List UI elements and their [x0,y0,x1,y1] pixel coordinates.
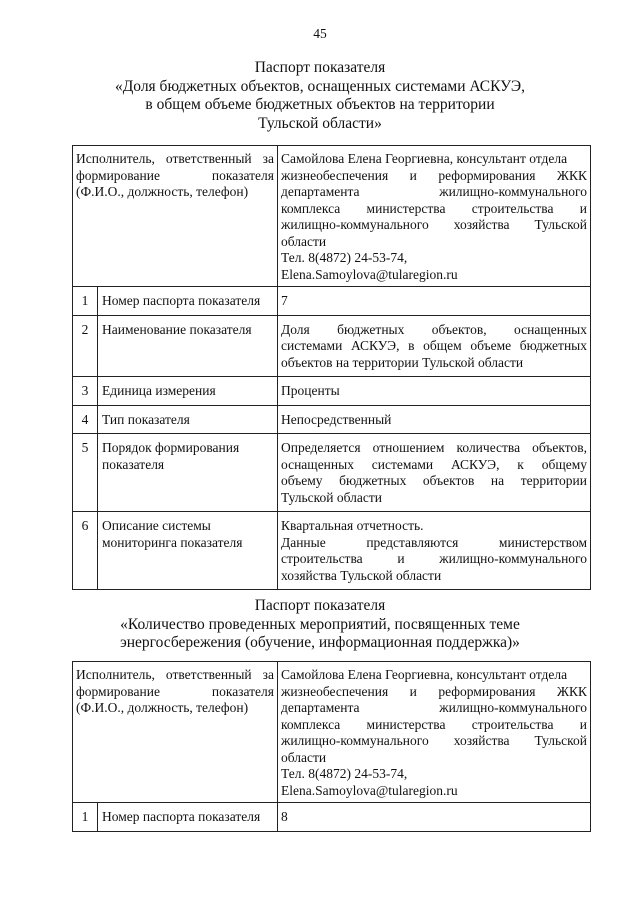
passport2-table [72,661,591,832]
row-value-cell [278,377,591,406]
row-number: 3 [73,377,98,405]
row-value-cell [278,315,591,377]
text-line: Порядок формирования [102,440,240,455]
text-line: (Ф.И.О., должность, телефон) [76,184,249,199]
text-line: мониторинга показателя [102,534,243,550]
row-label-cell [73,377,278,406]
text-line: Самойлова Елена Георгиевна, консультант отдела [281,667,568,682]
text-line: объектов на территории Тульской области [281,354,524,370]
executor-label-cell [73,146,278,287]
executor-value-cell [278,146,591,287]
table-row [73,434,591,512]
row-label [98,803,263,831]
text-line: комплекса министерства строительства и [281,200,587,216]
text-line: Тел. 8(4872) 24-53-74, [281,250,408,265]
text-line: объему бюджетных объектов на территории [281,473,587,488]
heading-line: «Доля бюджетных объектов, оснащенных системами АСКУЭ, [114,77,526,95]
row-label-cell [73,287,278,316]
passport2-heading [60,597,580,653]
row-value-cell [278,287,591,316]
text-line: Тульской области [281,489,382,505]
text-line: Номер паспорта показателя [102,809,261,824]
text-line: Elena.Samoylova@tularegion.ru [281,266,458,282]
text-line: жилищно-коммунального хозяйства Тульской [281,733,587,748]
text-line: Проценты [281,383,340,398]
text-line: комплекса министерства строительства и [281,716,587,732]
text-line: области [281,233,327,249]
text-line: Тел. 8(4872) 24-53-74, [281,766,408,781]
executor-label-cell [73,662,278,803]
passport1-heading [60,59,580,133]
table-row [73,315,591,377]
table-row [73,803,591,832]
text-line: жилищно-коммунального хозяйства Тульской [281,217,587,232]
row-label [98,377,219,405]
table-row [73,377,591,406]
row-label-cell [73,434,278,512]
table-row [73,512,591,590]
text-line: Наименование показателя [102,321,252,337]
text-line: Данные представляются министерством [281,534,587,550]
row-label-cell [73,315,278,377]
text-line: Описание системы [102,518,211,533]
table-row [73,287,591,316]
row-number: 5 [73,434,98,511]
row-label-cell [73,512,278,590]
row-number: 2 [73,316,98,377]
row-value-cell [278,512,591,590]
heading-line: «Количество проведенных мероприятий, посвященных теме [120,615,520,633]
row-label [98,434,242,511]
row-label-cell [73,405,278,434]
heading-line: Паспорт показателя [254,59,386,76]
text-line: Самойлова Елена Георгиевна, консультант отдела [281,151,568,166]
heading-line: Паспорт показателя [254,597,386,614]
heading-line: энергосбережения (обучение, информационная поддержка)» [120,634,520,651]
text-line: (Ф.И.О., должность, телефон) [76,700,249,715]
row-value-cell [278,434,591,512]
text-line: 8 [281,809,288,824]
heading-line: в общем объеме бюджетных объектов на территории [145,96,495,113]
text-line: оснащенных системами АСКУЭ, к общему [281,456,587,472]
text-line: строительства и жилищно-коммунального [281,551,587,566]
text-line: Доля бюджетных объектов, оснащенных [281,321,587,337]
executor-value-cell [278,662,591,803]
text-line: Тип показателя [102,411,190,427]
text-line: области [281,749,327,765]
row-label-cell [73,803,278,832]
executor-row [73,146,591,287]
table-row [73,405,591,434]
executor-row [73,662,591,803]
text-line: Единица измерения [102,383,216,398]
row-number: 4 [73,406,98,434]
text-line: Номер паспорта показателя [102,293,261,308]
text-line: Elena.Samoylova@tularegion.ru [281,782,458,798]
text-line: жизнеобеспечения и реформирования ЖКК [281,167,587,183]
row-value-cell [278,803,591,832]
text-line: показателя [102,456,165,472]
text-line: жизнеобеспечения и реформирования ЖКК [281,683,587,699]
text-line: хозяйства Тульской области [281,567,442,583]
passport1-table [72,145,591,590]
row-number: 1 [73,287,98,315]
text-line: формирование показателя [76,167,274,183]
row-value-cell [278,405,591,434]
text-line: 7 [281,293,288,308]
text-line: департамента жилищно-коммунального [281,184,587,199]
text-line: Определяется отношением количества объектов, [281,440,587,455]
row-label [98,512,245,589]
row-number: 6 [73,512,98,589]
text-line: Квартальная отчетность. [281,518,424,533]
heading-line: Тульской области» [258,114,382,132]
text-line: департамента жилищно-коммунального [281,700,587,715]
row-number: 1 [73,803,98,831]
text-line: Непосредственный [281,411,392,427]
text-line: Исполнитель, ответственный за [76,151,274,166]
page-number: 45 [313,26,327,41]
row-label [98,316,255,377]
text-line: Исполнитель, ответственный за [76,667,274,682]
row-label [98,287,263,315]
text-line: формирование показателя [76,683,274,699]
row-label [98,406,193,434]
text-line: системами АСКУЭ, в общем объеме бюджетных [281,338,587,353]
